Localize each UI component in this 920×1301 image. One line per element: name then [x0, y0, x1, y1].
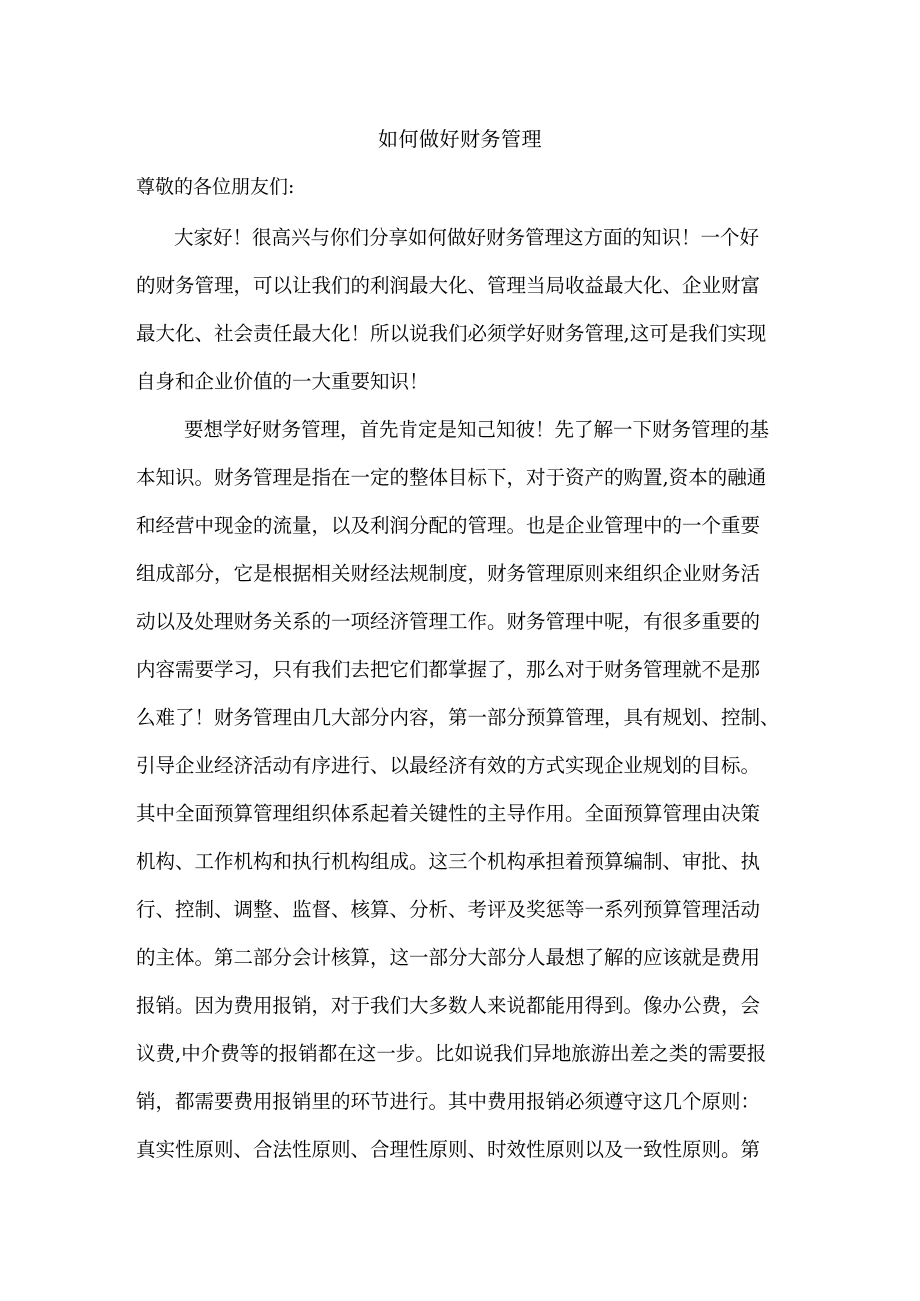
paragraph-line: 组成部分，它是根据相关财经法规制度，财务管理原则来组织企业财务活: [136, 562, 761, 585]
paragraph-line: 真实性原则、合法性原则、合理性原则、时效性原则以及一致性原则。第: [136, 1138, 761, 1161]
paragraph-line: 机构、工作机构和执行机构组成。这三个机构承担着预算编制、审批、执: [136, 850, 761, 873]
paragraph-line: 么难了！财务管理由几大部分内容，第一部分预算管理，具有规划、控制、: [136, 706, 780, 729]
paragraph-line: 本知识。财务管理是指在一定的整体目标下，对于资产的购置,资本的融通: [136, 466, 767, 489]
paragraph-line: 的财务管理，可以让我们的利润最大化、管理当局收益最大化、企业财富: [136, 274, 761, 297]
paragraph-line: 其中全面预算管理组织体系起着关键性的主导作用。全面预算管理由决策: [136, 802, 761, 825]
paragraph-line: 最大化、社会责任最大化！所以说我们必须学好财务管理,这可是我们实现: [136, 322, 767, 345]
paragraph-line: 报销。因为费用报销，对于我们大多数人来说都能用得到。像办公费，会: [136, 994, 761, 1017]
document-title: 如何做好财务管理: [378, 127, 542, 151]
paragraph-line: 销，都需要费用报销里的环节进行。其中费用报销必须遵守这几个原则：: [136, 1090, 761, 1113]
paragraph-line: 自身和企业价值的一大重要知识！: [136, 370, 429, 393]
paragraph-body: [136, 406, 784, 1174]
paragraph-line: 的主体。第二部分会计核算，这一部分大部分人最想了解的应该就是费用: [136, 946, 761, 969]
paragraph-intro: [136, 214, 784, 406]
paragraph-line: 大家好！很高兴与你们分享如何做好财务管理这方面的知识！一个好: [174, 226, 760, 249]
paragraph-line: 引导企业经济活动有序进行、以最经济有效的方式实现企业规划的目标。: [136, 754, 761, 777]
paragraph-line: 议费,中介费等的报销都在这一步。比如说我们异地旅游出差之类的需要报: [136, 1042, 767, 1065]
paragraph-line: 要想学好财务管理，首先肯定是知己知彼！先了解一下财务管理的基: [184, 418, 770, 441]
paragraph-line: 行、控制、调整、监督、核算、分析、考评及奖惩等一系列预算管理活动: [136, 898, 761, 921]
salutation: 尊敬的各位朋友们:: [136, 176, 295, 198]
paragraph-line: 动以及处理财务关系的一项经济管理工作。财务管理中呢，有很多重要的: [136, 610, 761, 633]
paragraph-line: 内容需要学习，只有我们去把它们都掌握了，那么对于财务管理就不是那: [136, 658, 761, 681]
paragraph-line: 和经营中现金的流量，以及利润分配的管理。也是企业管理中的一个重要: [136, 514, 761, 537]
